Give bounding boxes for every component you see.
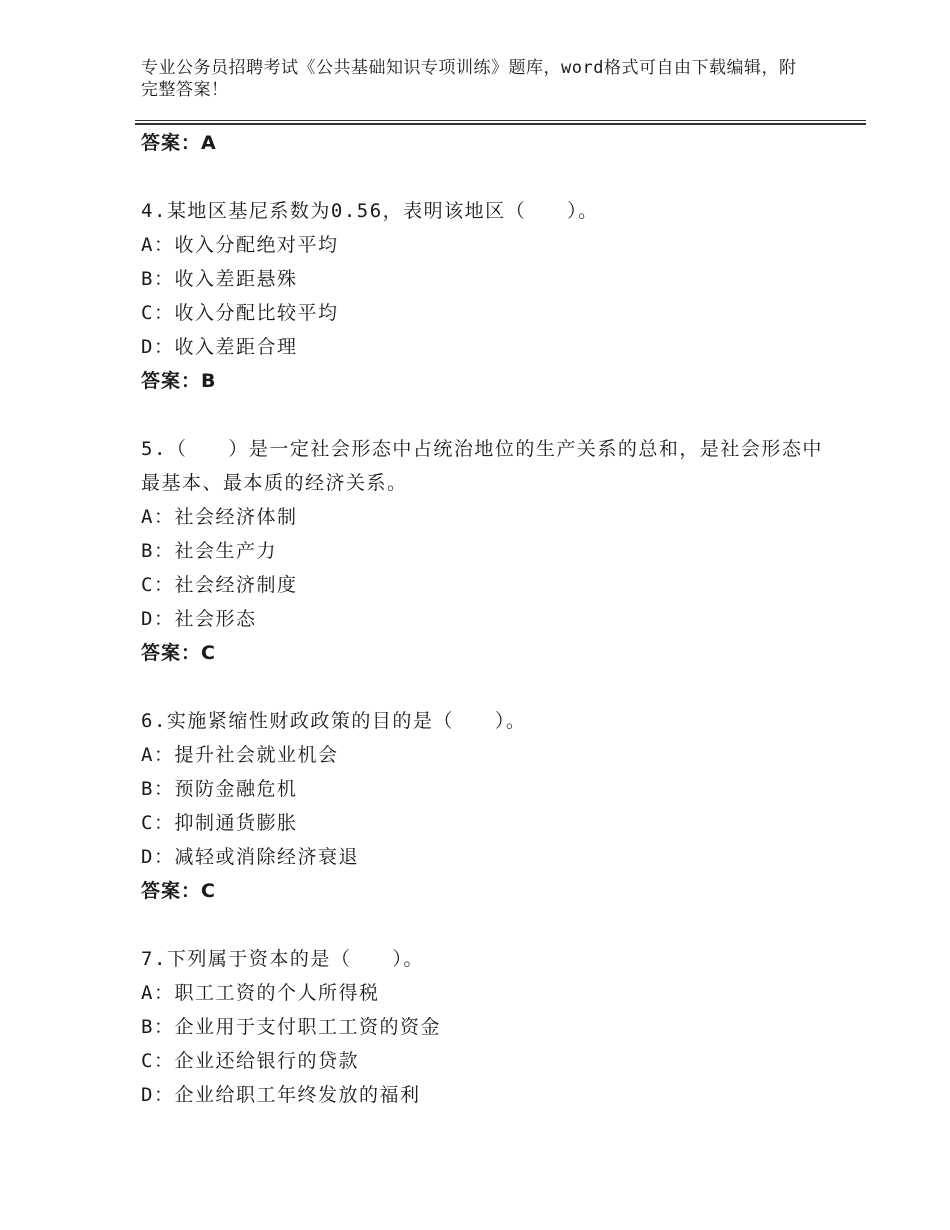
option-a: A：职工工资的个人所得税 <box>141 982 380 1004</box>
page-header: 专业公务员招聘考试《公共基础知识专项训练》题库，word格式可自由下载编辑，附完整答案！ <box>141 58 797 100</box>
option-a: A：社会经济体制 <box>141 506 298 528</box>
answer-line: 答案：A <box>141 132 217 154</box>
option-b: B：企业用于支付职工工资的资金 <box>141 1016 441 1038</box>
question-stem: 6.实施紧缩性财政政策的目的是（ ）。 <box>141 710 527 732</box>
option-c: C：企业还给银行的贷款 <box>141 1050 359 1072</box>
question-block <box>141 194 841 398</box>
option-b: B：社会生产力 <box>141 540 277 562</box>
question-block <box>141 704 841 908</box>
answer-line: 答案：C <box>141 880 216 902</box>
question-list <box>141 126 841 1112</box>
option-d: D：社会形态 <box>141 608 257 630</box>
answer-line: 答案：C <box>141 642 216 664</box>
answer-line: 答案：B <box>141 370 217 392</box>
question-stem: 4.某地区基尼系数为0.56，表明该地区（ ）。 <box>141 200 599 222</box>
question-block <box>141 942 841 1112</box>
question-block <box>141 432 841 670</box>
option-d: D：收入差距合理 <box>141 336 298 358</box>
option-b: B：预防金融危机 <box>141 778 298 800</box>
option-c: C：社会经济制度 <box>141 574 298 596</box>
option-a: A：收入分配绝对平均 <box>141 234 339 256</box>
option-d: D：减轻或消除经济衰退 <box>141 846 359 868</box>
question-stem: 5.（ ）是一定社会形态中占统治地位的生产关系的总和，是社会形态中最基本、最本质的经济关系。 <box>141 438 823 494</box>
header-divider <box>135 120 866 125</box>
option-a: A：提升社会就业机会 <box>141 744 339 766</box>
option-c: C：收入分配比较平均 <box>141 302 339 324</box>
option-d: D：企业给职工年终发放的福利 <box>141 1084 421 1106</box>
question-stem: 7.下列属于资本的是（ ）。 <box>141 948 424 970</box>
option-b: B：收入差距悬殊 <box>141 268 298 290</box>
option-c: C：抑制通货膨胀 <box>141 812 298 834</box>
